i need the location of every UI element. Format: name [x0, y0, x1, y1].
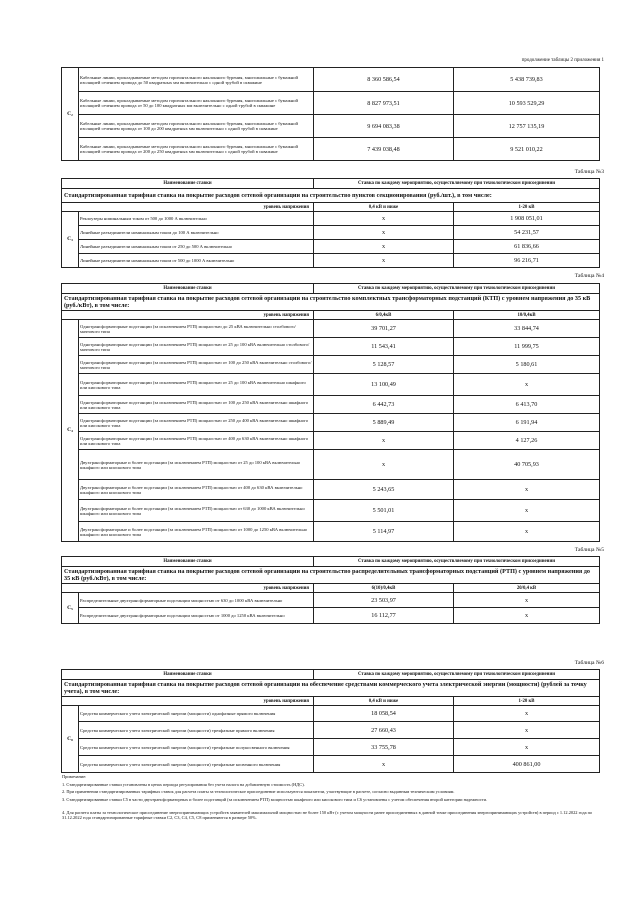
table-row [62, 68, 600, 92]
table-row [62, 450, 600, 480]
level-label: уровень напряжения [62, 203, 314, 212]
rate-desc: Двухтрансформаторные и более подстанции (за исключением РТП) мощностью от 1000 до 1250 кВА включительно шкафного или киоскового типа [79, 522, 314, 542]
table-row [62, 608, 600, 624]
rate-value: 10 593 529,29 [454, 92, 600, 115]
table-row [62, 706, 600, 722]
table-row [62, 212, 600, 226]
rate-value: 27 660,43 [314, 722, 454, 739]
note-item: 2. При применении стандартизированных тарифных ставок для расчета платы за технологическое присоединение используются показатели, участвующие в расчете, согласно выданным техническим условиям. [62, 789, 455, 794]
rate-desc: Кабельные линии, прокладываемые методом горизонтального наклонного бурения, многожильные с бумажной изоляцией сечением провода от 50 до 100 квадратных мм включительно с одной трубой в скважине [79, 92, 314, 115]
rate-value: 13 100,49 [314, 374, 454, 396]
table-row [62, 414, 600, 432]
rate-value: 18 058,54 [314, 706, 454, 722]
rate-value: x [454, 522, 600, 542]
rate-value: 11 543,41 [314, 338, 454, 356]
table-label: Таблица №3 [574, 169, 604, 175]
rate-value: 5 501,01 [314, 500, 454, 522]
rate-desc: Однотрансформаторные подстанции (за исключением РТП) мощностью от 100 до 250 кВА включительно шкафного или киоскового типа [79, 396, 314, 414]
rate-value: 9 694 083,38 [314, 115, 454, 138]
rate-value: 8 827 973,51 [314, 92, 454, 115]
rate-desc: Линейные разъединители номинальным током от 250 до 500 А включительно [79, 240, 314, 254]
table-row [62, 432, 600, 450]
table-row [62, 138, 600, 161]
rate-value: 33 755,78 [314, 739, 454, 756]
table-row [62, 756, 600, 773]
col-rate-header: Ставка по каждому мероприятию, осуществляемому при технологическом присоединении [314, 284, 600, 294]
rate-value: x [314, 254, 454, 268]
rate-desc: Средства коммерческого учета электрической энергии (мощности) однофазные прямого включения [79, 706, 314, 722]
rate-desc: Средства коммерческого учета электрической энергии (мощности) трехфазные косвенного включения [79, 756, 314, 773]
level-1: 0,4 кВ и ниже [314, 203, 454, 212]
table-4 [61, 283, 600, 542]
rate-desc: Однотрансформаторные подстанции (за исключением РТП) мощностью от 250 до 400 кВА включительно шкафного или киоскового типа [79, 414, 314, 432]
rate-desc: Распределительные двухтрансформаторные подстанции мощностью от 1000 до 1250 кВА включительно [79, 608, 314, 624]
col-rate-header: Ставка по каждому мероприятию, осуществляемому при технологическом присоединении [314, 670, 600, 680]
rate-value: 7 439 038,48 [314, 138, 454, 161]
rate-code: C₃ [62, 212, 79, 268]
level-label: уровень напряжения [62, 311, 314, 320]
rate-value: 4 127,26 [454, 432, 600, 450]
table-row [62, 500, 600, 522]
table-3 [61, 178, 600, 268]
top-table [61, 67, 600, 161]
rate-desc: Однотрансформаторные подстанции (за исключением РТП) мощностью от 400 до 630 кВА включительно шкафного или киоскового типа [79, 432, 314, 450]
rate-value: 11 999,75 [454, 338, 600, 356]
level-1: 6/0,4кВ [314, 311, 454, 320]
rate-value: x [314, 450, 454, 480]
level-label: уровень напряжения [62, 584, 314, 593]
table-label: Таблица №6 [574, 660, 604, 666]
rate-value: 5 114,97 [314, 522, 454, 542]
rate-value: 40 705,93 [454, 450, 600, 480]
level-2: 1-20 кВ [454, 203, 600, 212]
table-row [62, 338, 600, 356]
table-row [62, 522, 600, 542]
table-row [62, 396, 600, 414]
table-row [62, 92, 600, 115]
rate-value: 39 701,27 [314, 320, 454, 338]
rate-value: 5 438 739,83 [454, 68, 600, 92]
rate-desc: Линейные разъединители номинальным током до 100 А включительно [79, 226, 314, 240]
rate-value: 1 908 051,01 [454, 212, 600, 226]
rate-value: x [454, 500, 600, 522]
rate-desc: Двухтрансформаторные и более подстанции (за исключением РТП) мощностью от 25 до 100 кВА включительно шкафного или киоскового типа [79, 450, 314, 480]
col-name-header: Наименование ставки [62, 557, 314, 567]
level-1: 0,4 кВ и ниже [314, 697, 454, 706]
rate-code: C₈ [62, 706, 79, 773]
rate-value: x [314, 212, 454, 226]
rate-desc: Двухтрансформаторные и более подстанции (за исключением РТП) мощностью от 400 до 630 кВА включительно шкафного или киоскового типа [79, 480, 314, 500]
rate-value: 23 503,97 [314, 593, 454, 608]
rate-value: x [454, 480, 600, 500]
rate-value: 6 191,94 [454, 414, 600, 432]
table-row [62, 739, 600, 756]
rate-value: x [454, 374, 600, 396]
rate-value: 5 889,49 [314, 414, 454, 432]
col-rate-header: Ставка по каждому мероприятию, осуществляемому при технологическом присоединении [314, 557, 600, 567]
level-2: 20/0,4 кВ [454, 584, 600, 593]
table-6 [61, 669, 600, 773]
rate-value: x [454, 739, 600, 756]
rate-desc: Средства коммерческого учета электрической энергии (мощности) трехфазные полукосвенного включения [79, 739, 314, 756]
note-item: 1. Стандартизированные ставки установлены в ценах периода регулирования без учета налога на добавленную стоимость (НДС). [62, 782, 305, 787]
rate-value: 33 844,74 [454, 320, 600, 338]
table-title: Стандартизированная тарифная ставка на покрытие расходов сетевой организации на обеспечение средствами коммерческого учета электрической энергии (мощности) (рублей за точку учета), в том числе: [62, 680, 600, 697]
rate-value: 9 521 010,22 [454, 138, 600, 161]
rate-value: x [454, 593, 600, 608]
table-row [62, 593, 600, 608]
rate-desc: Кабельные линии, прокладываемые методом горизонтального наклонного бурения, многожильные с бумажной изоляцией сечением провода от 200 до 250 квадратных мм включительно с одной трубой в скважине [79, 138, 314, 161]
rate-desc: Средства коммерческого учета электрической энергии (мощности) трехфазные прямого включения [79, 722, 314, 739]
rate-value: x [314, 240, 454, 254]
table-label: Таблица №5 [574, 547, 604, 553]
rate-value: 8 360 586,54 [314, 68, 454, 92]
rate-value: x [314, 226, 454, 240]
rate-code: C₄ [62, 320, 79, 542]
rate-desc: Кабельные линии, прокладываемые методом горизонтального наклонного бурения, многожильные с бумажной изоляцией сечением провода до 50 квадратных мм включительно с одной трубой в скважине [79, 68, 314, 92]
rate-value: 54 231,57 [454, 226, 600, 240]
rate-desc: Однотрансформаторные подстанции (за исключением РТП) мощностью от 25 до 100 кВА включительно шкафного или киоскового типа [79, 374, 314, 396]
table-row [62, 254, 600, 268]
table-row [62, 115, 600, 138]
rate-desc: Однотрансформаторные подстанции (за исключением РТП) мощностью от 25 до 100 кВА включительно столбового/мачтового типа [79, 338, 314, 356]
table-row [62, 320, 600, 338]
table-5 [61, 556, 600, 624]
rate-value: 400 861,00 [454, 756, 600, 773]
continued-label: продолжение таблицы 2 приложения 1 [521, 58, 604, 63]
rate-value: 5 128,57 [314, 356, 454, 374]
table-row [62, 356, 600, 374]
notes-heading: Примечание: [62, 774, 87, 779]
rate-desc: Кабельные линии, прокладываемые методом горизонтального наклонного бурения, многожильные с бумажной изоляцией сечением провода от 100 до 200 квадратных мм включительно с одной трубой в скважине [79, 115, 314, 138]
note-item: 3. Стандартизированные ставки C5 в части двухтрансформаторных и более подстанций (за исключением РТП) мощностью шкафного или киоскового типа и C6 установлены с учетом обеспечения второй категории надежности. [62, 797, 488, 802]
col-name-header: Наименование ставки [62, 284, 314, 294]
rate-desc: Однотрансформаторные подстанции (за исключением РТП) мощностью до 25 кВА включительно столбового/мачтового типа [79, 320, 314, 338]
rate-value: 6 413,70 [454, 396, 600, 414]
note-item: 4. Для расчета платы за технологическое присоединение энергопринимающих устройств заявителей максимальной мощностью не более 150 кВт (с учетом мощности ранее присоединенных в данной точке присоединения энергопринимающих устройств) в период с 1.12.2022 года по 31.12.2022 года стандартизированные тарифные ставки С2, С3, С4, С5, С8 применяются в размере 50%. [62, 810, 593, 820]
rate-value: x [454, 722, 600, 739]
rate-value: 61 836,66 [454, 240, 600, 254]
table-row [62, 240, 600, 254]
rate-desc: Реклоузеры номинальным током от 500 до 1000 А включительно [79, 212, 314, 226]
table-title: Стандартизированная тарифная ставка на покрытие расходов сетевой организации на строительство комплектных трансформаторных подстанций (КТП) с уровнем напряжения до 35 кВ (руб./кВт), в том числе: [62, 294, 600, 311]
table-row [62, 480, 600, 500]
rate-desc: Линейные разъединители номинальным током от 500 до 1000 А включительно [79, 254, 314, 268]
rate-value: 5 180,61 [454, 356, 600, 374]
rate-value: 6 442,73 [314, 396, 454, 414]
rate-value: 5 243,65 [314, 480, 454, 500]
rate-code: C₅ [62, 593, 79, 624]
rate-value: x [314, 432, 454, 450]
table-row [62, 226, 600, 240]
rate-value: 12 757 135,19 [454, 115, 600, 138]
level-2: 1-20 кВ [454, 697, 600, 706]
rate-value: x [314, 756, 454, 773]
rate-desc: Однотрансформаторные подстанции (за исключением РТП) мощностью от 100 до 250 кВА включительно столбового/мачтового типа [79, 356, 314, 374]
rate-desc: Двухтрансформаторные и более подстанции (за исключением РТП) мощностью от 630 до 1000 кВА включительно шкафного или киоскового типа [79, 500, 314, 522]
rate-desc: Распределительные двухтрансформаторные подстанции мощностью от 630 до 1000 кВА включительно [79, 593, 314, 608]
table-title: Стандартизированная тарифная ставка на покрытие расходов сетевой организации на строительство пунктов секционирования (руб./шт.), в том числе: [62, 189, 600, 203]
table-row [62, 722, 600, 739]
col-name-header: Наименование ставки [62, 179, 314, 189]
rate-value: x [454, 706, 600, 722]
level-2: 10/0,4кВ [454, 311, 600, 320]
table-label: Таблица №4 [574, 273, 604, 279]
level-label: уровень напряжения [62, 697, 314, 706]
level-1: 6(10)/0,4кВ [314, 584, 454, 593]
rate-value: 96 216,71 [454, 254, 600, 268]
rate-value: 16 112,77 [314, 608, 454, 624]
table-row [62, 374, 600, 396]
col-name-header: Наименование ставки [62, 670, 314, 680]
col-rate-header: Ставка по каждому мероприятию, осуществляемому при технологическом присоединении [314, 179, 600, 189]
rate-value: x [454, 608, 600, 624]
table-title: Стандартизированная тарифная ставка на покрытие расходов сетевой организации на строительство распределительных трансформаторных подстанций (РТП) с уровнем напряжения до 35 кВ (руб./кВт), в том числе: [62, 567, 600, 584]
rate-code: C₂ [62, 68, 79, 161]
